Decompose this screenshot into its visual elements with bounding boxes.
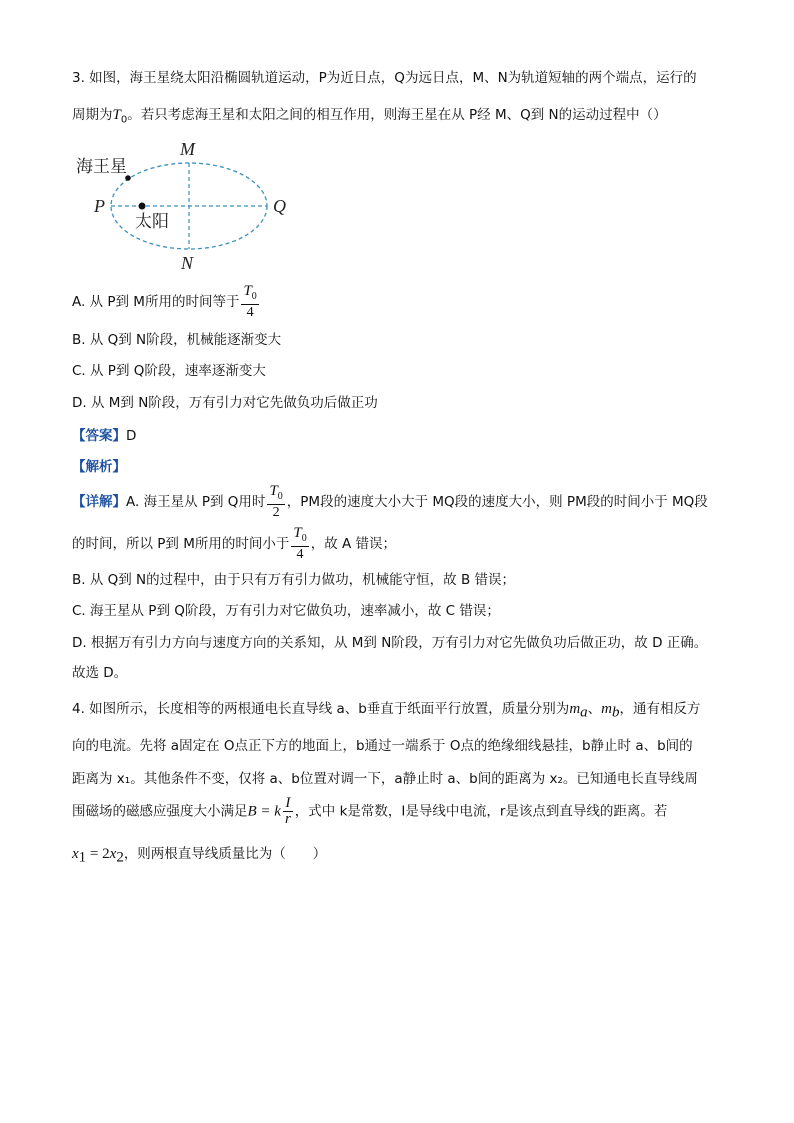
q3-option-a: A. 从 P到 M所用的时间等于 $\frac{T_0}{4}$: [72, 283, 257, 320]
q4-line5: $x_1 = 2x_2$，则两根直导线质量比为（ ）: [72, 846, 327, 866]
q3-analysis-tag: 【解析】: [72, 459, 126, 475]
q3-detail-line1: 【详解】A. 海王星从 P到 Q用时 $\frac{T_0}{2}$ ，PM段的速度大小大于 MQ段的速度大小，则 PM段的时间小于 MQ段: [72, 483, 708, 520]
q3-stem-line1: 3. 如图，海王星绕太阳沿椭圆轨道运动，P为近日点，Q为远日点，M、N为轨道短轴的两个端点，运行的: [72, 70, 697, 86]
planet-label: 海王星: [76, 157, 127, 176]
q3-detail-c: C. 海王星从 P到 Q阶段，万有引力对它做负功，速率减小，故 C 错误；: [72, 603, 500, 619]
sun-dot: [139, 203, 146, 210]
q3-option-d: D. 从 M到 N阶段，万有引力对它先做负功后做正功: [72, 395, 378, 411]
label-N: N: [181, 253, 194, 273]
q3-stem-line2: 周期为$T_0$。若只考虑海王星和太阳之间的相互作用，则海王星在从 P经 M、Q到 N的运动过程中（）: [72, 107, 667, 126]
label-Q: Q: [273, 196, 286, 216]
label-M: M: [180, 139, 195, 159]
sun-label: 太阳: [135, 212, 169, 231]
q3-choose: 故选 D。: [72, 665, 128, 681]
orbit-diagram: [72, 136, 302, 274]
q3-detail-line2: 的时间，所以 P到 M所用的时间小于 $\frac{T_0}{4}$ ，故 A 错误；: [72, 525, 397, 562]
label-P: P: [94, 196, 105, 216]
q3-option-c: C. 从 P到 Q阶段，速率逐渐变大: [72, 363, 266, 379]
q4-line2: 向的电流。先将 a固定在 O点正下方的地面上，b通过一端系于 O点的绝缘细线悬挂，b静止时 a、b间的: [72, 738, 693, 754]
q4-line3: 距离为 x₁。其他条件不变，仅将 a、b位置对调一下，a静止时 a、b间的距离为 x₂。已知通电长直导线周: [72, 771, 698, 787]
q3-detail-d: D. 根据万有引力方向与速度方向的关系知，从 M到 N阶段，万有引力对它先做负功后做正功，故 D 正确。: [72, 635, 708, 651]
q4-line1: 4. 如图所示，长度相等的两根通电长直导线 a、b垂直于纸面平行放置，质量分别为$m_a$、$m_b$，通有相反方: [72, 701, 701, 721]
q3-detail-b: B. 从 Q到 N的过程中，由于只有万有引力做功，机械能守恒，故 B 错误；: [72, 572, 515, 588]
q3-answer: 【答案】D: [72, 428, 137, 444]
q4-line4: 围磁场的磁感应强度大小满足B = k $\frac{I}{r}$ ，式中 k是常数，I是导线中电流，r是该点到直导线的距离。若: [72, 795, 668, 827]
q3-option-b: B. 从 Q到 N阶段，机械能逐渐变大: [72, 332, 282, 348]
planet-dot: [125, 175, 131, 181]
